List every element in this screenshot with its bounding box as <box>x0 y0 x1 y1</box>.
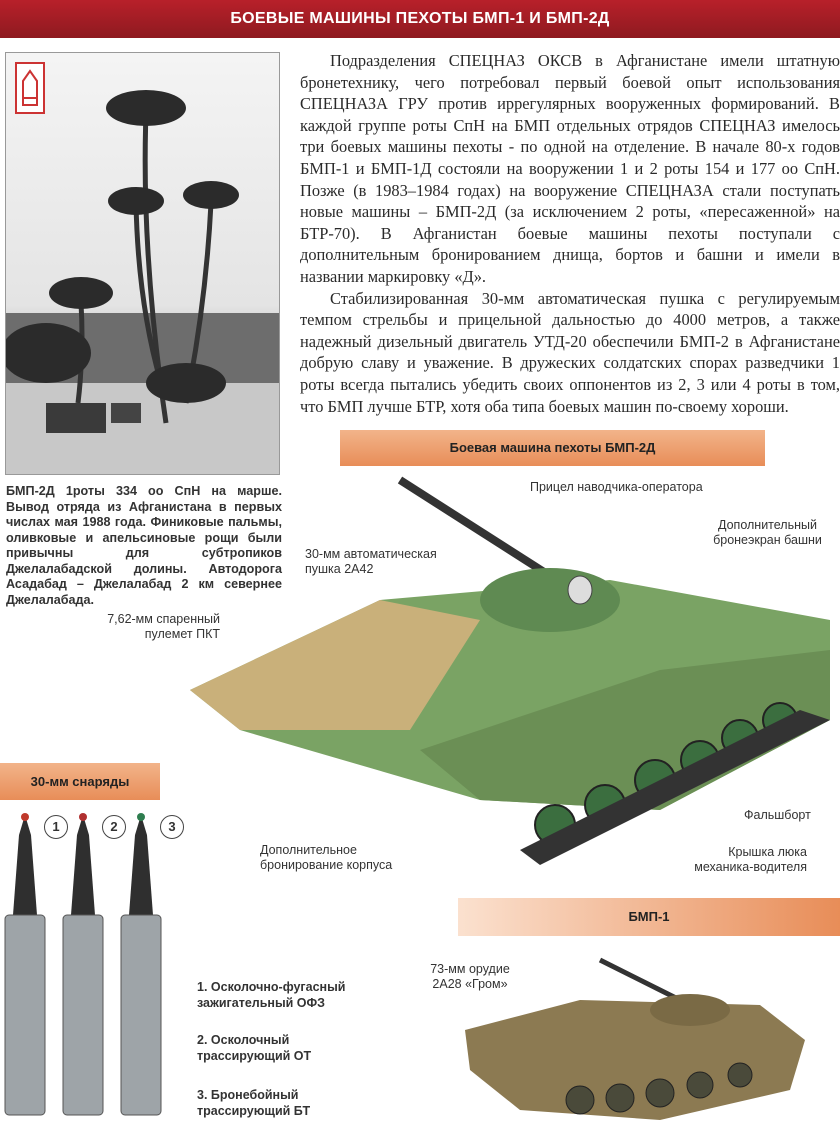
photo-bmp-march <box>5 52 280 475</box>
photo-caption: БМП-2Д 1роты 334 оо СпН на марше. Вывод отряда из Афганистана в первых числах мая 1988 года. Финиковые пальмы, оливковые и апельсиновые рощи были привычны для субтропиков Джелалабадской долины. Автодорога Асадабад – Джелалабад 2 км севернее Джелалабада. <box>6 484 282 607</box>
shell-tip <box>137 813 145 821</box>
label-turret-screen: Дополнительный бронеэкран башни <box>713 518 822 547</box>
bmp2d-banner: Боевая машина пехоты БМП-2Д <box>340 430 765 466</box>
shell-number-1: 1 <box>44 815 68 839</box>
shell-casing <box>121 915 161 1115</box>
label-73mm-gun: 73-мм орудие 2А28 «Гром» <box>430 962 510 991</box>
shell-tip <box>21 813 29 821</box>
label-pkt-mg: 7,62-мм спаренный пулемет ПКТ <box>107 612 220 641</box>
shell-projectile <box>129 815 153 915</box>
bmp1-illustration <box>460 950 810 1130</box>
label-skirt: Фальшборт <box>744 808 811 822</box>
shells-illustration <box>0 805 170 1125</box>
shell-projectile <box>13 815 37 915</box>
bmp1-banner: БМП-1 <box>458 898 840 936</box>
label-hull-armor: Дополнительное бронирование корпуса <box>260 843 393 872</box>
label-gunner-sight: Прицел наводчика-оператора <box>530 480 703 494</box>
shell-tip <box>79 813 87 821</box>
label-30mm-gun: 30-мм автоматическая пушка 2А42 <box>305 547 437 576</box>
shell-projectile <box>71 815 95 915</box>
article-body <box>300 50 840 417</box>
article-paragraph: Стабилизированная 30-мм автоматическая пушка с регулируемым темпом стрельбы и прицельной дальностью до 4000 метров, а также надежный дизельный двигатель УТД-20 обеспечили БМП-2 в Афганистане добрую славу и уважение. В дружеских солдатских спорах разведчики 1 роты всегда пытались убедить своих оппонентов из 2, 3 или 4 роты в том, что БМП лучше БТР, хотя оба типа боевых машин по-своему хороши. <box>300 288 840 416</box>
shell-number-3: 3 <box>160 815 184 839</box>
shell-casing <box>5 915 45 1115</box>
label-driver-hatch: Крышка люка механика-водителя <box>694 845 807 874</box>
shell-type-1: 1. Осколочно-фугасный зажигательный ОФЗ <box>197 980 346 1010</box>
shell-type-3: 3. Бронебойный трассирующий БТ <box>197 1088 311 1118</box>
shell-casing <box>63 915 103 1115</box>
article-paragraph: Подразделения СПЕЦНАЗ ОКСВ в Афганистане имели штатную бронетехнику, чего потребовал первый боевой опыт использования СПЕЦНАЗА ГРУ против иррегулярных вооруженных формирований. В каждой группе роты СпН на БМП отдельных отрядов СПЕЦНАЗ имелось три боевых машины пехоты - по одной на отделение. В начале 80-х годов БМП-1 и БМП-1Д состояли на вооружении 1 и 2 роты 154 и 177 оо СпН. Позже (в 1983–1984 годах) на вооружение СПЕЦНАЗА стали поступать новые машины – БМП-2Д (за исключением 2 роты, «пересаженной» на БТР-70). В Афганистан боевые машины пехоты поступали с дополнительным бронированием днища, бортов и башни и имели в названии маркировку «Д». <box>300 51 840 286</box>
page-header: БОЕВЫЕ МАШИНЫ ПЕХОТЫ БМП-1 И БМП-2Д <box>0 0 840 38</box>
shell-number-2: 2 <box>102 815 126 839</box>
shells-banner: 30-мм снаряды <box>0 763 160 800</box>
shell-type-2: 2. Осколочный трассирующий ОТ <box>197 1033 312 1063</box>
